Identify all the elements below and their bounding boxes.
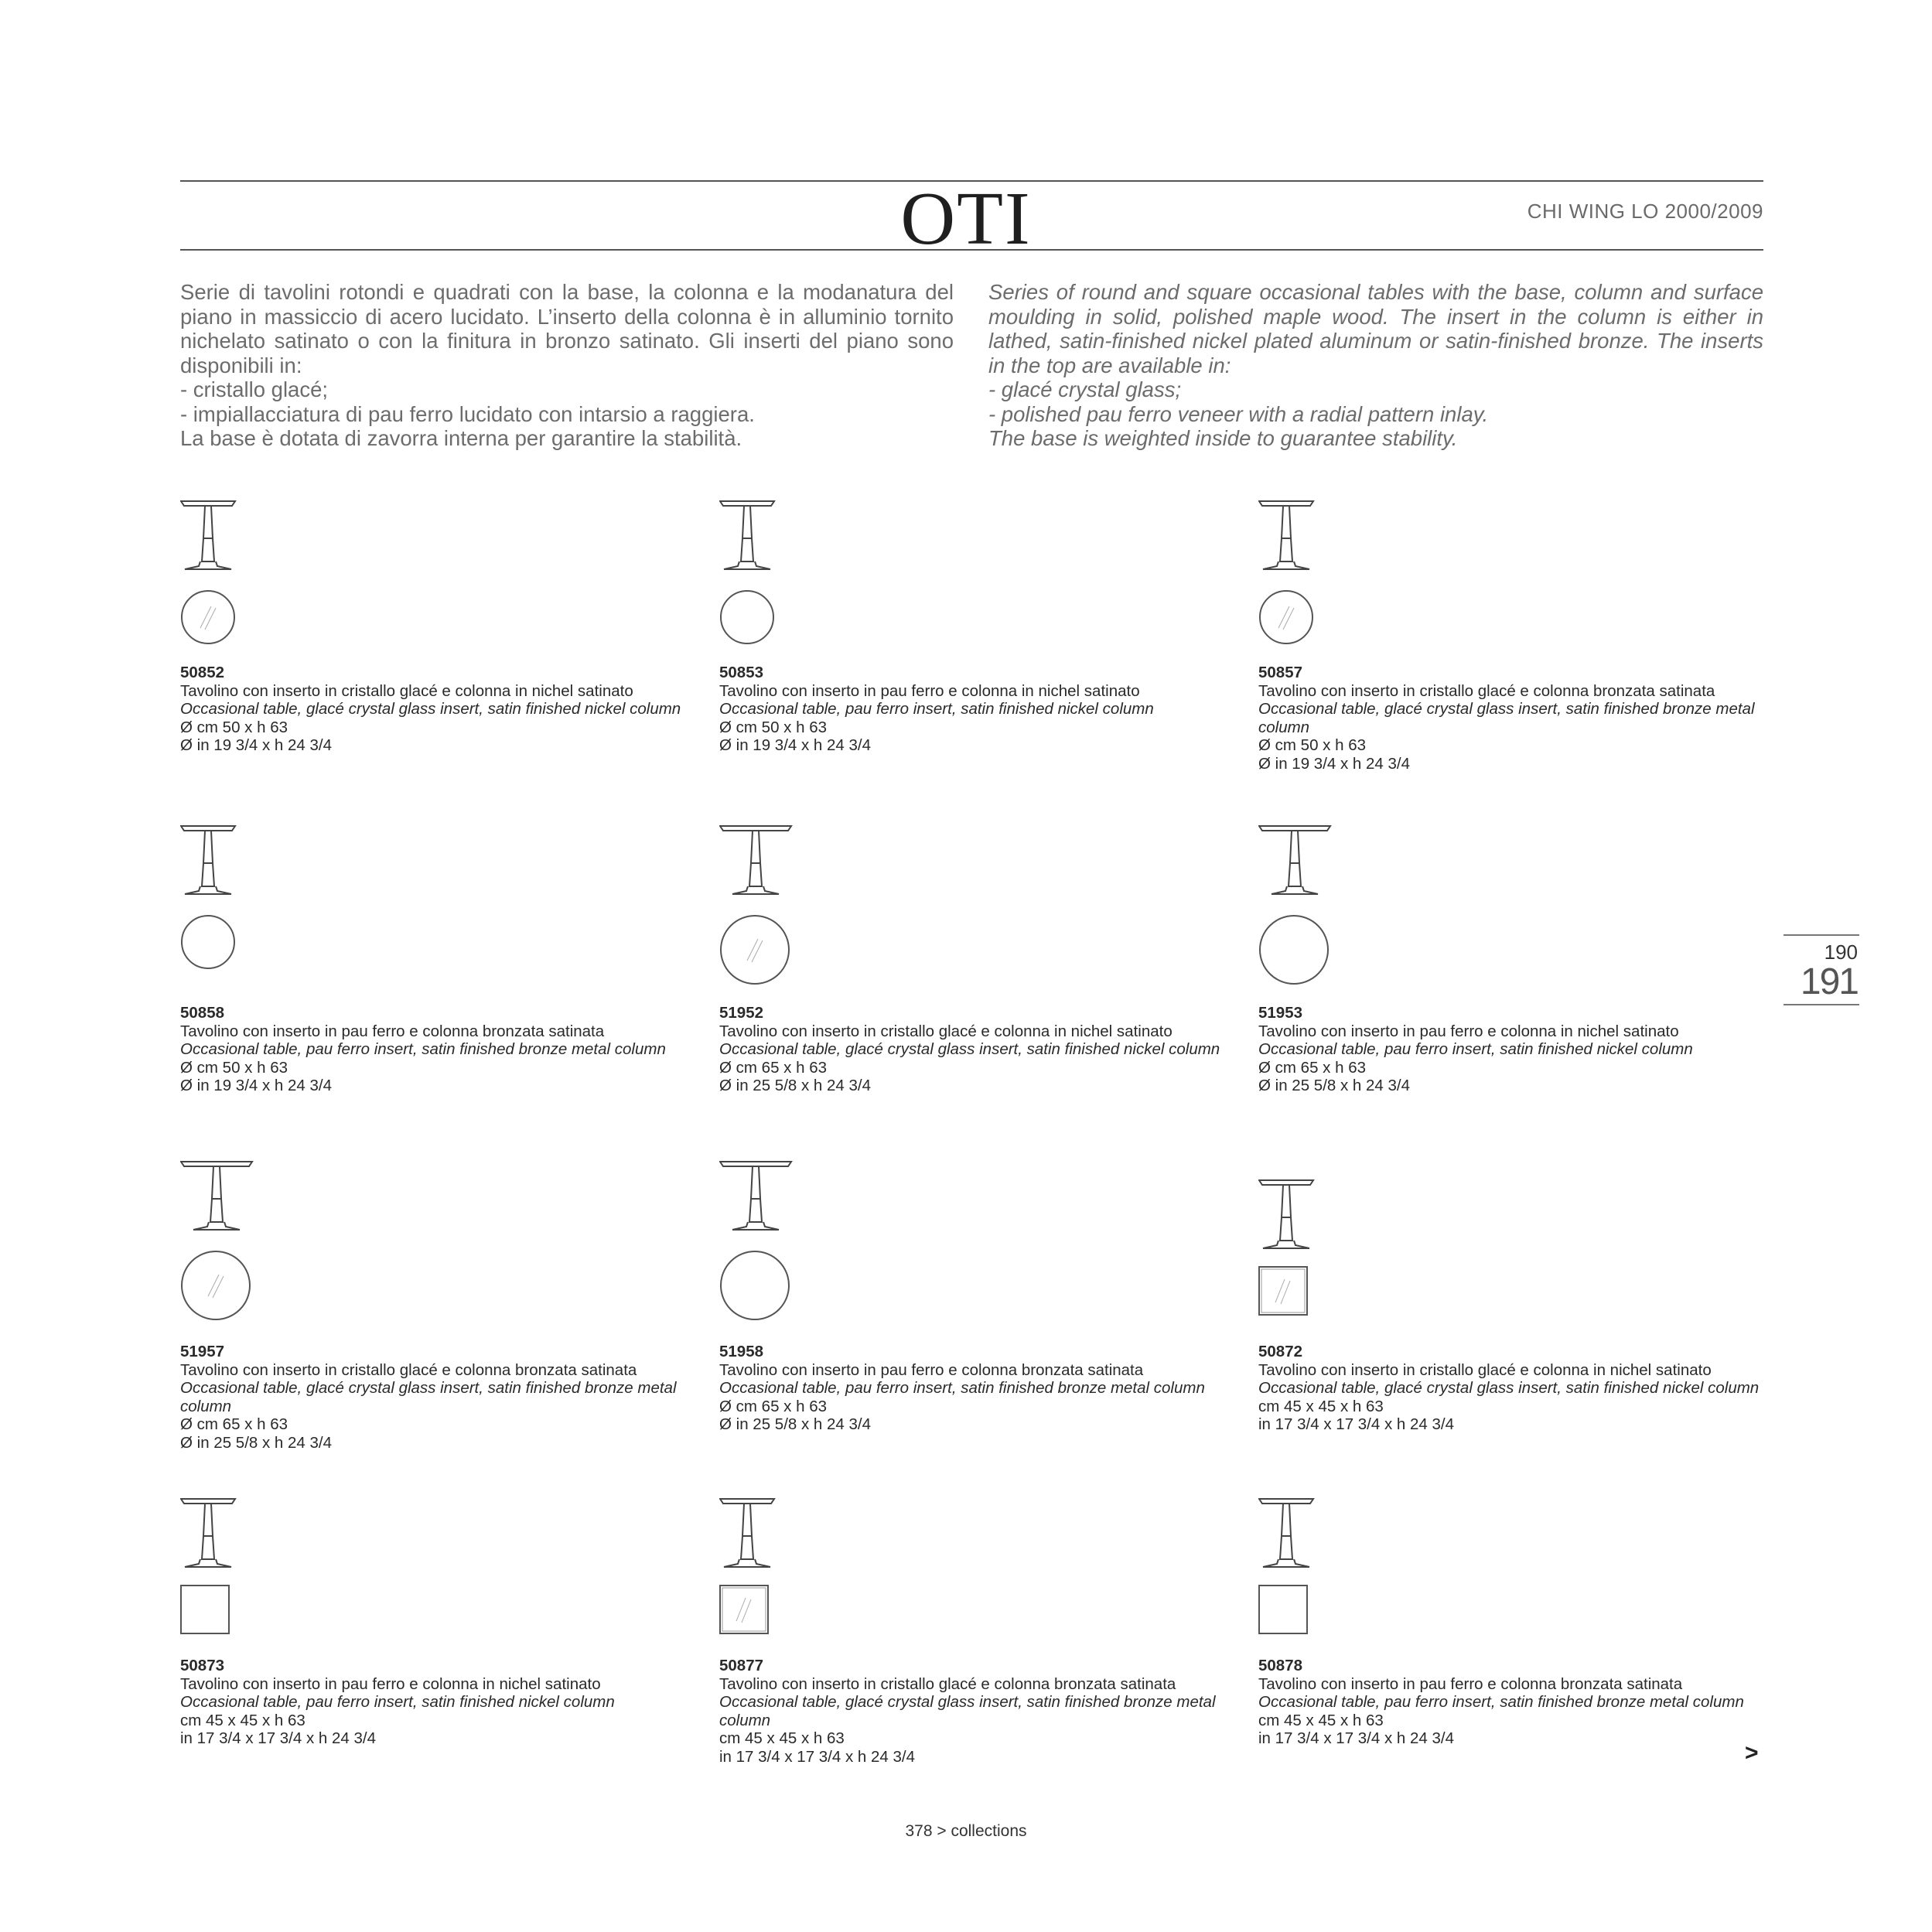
product-description-it: Tavolino con inserto in pau ferro e colonna bronzata satinata	[180, 1022, 605, 1040]
product-drawing	[180, 1160, 265, 1346]
elevation-view	[720, 501, 774, 569]
product-info	[1258, 1343, 1763, 1434]
page-tab-rule	[1784, 934, 1859, 936]
intro-en-item: - polished pau ferro veneer with a radial pattern inlay.	[988, 401, 1489, 426]
product-dimensions-cm: Ø cm 50 x h 63	[180, 718, 288, 736]
product-description-it: Tavolino con inserto in cristallo glacé e colonna bronzata satinata	[180, 1360, 637, 1379]
product-code: 50852	[180, 664, 225, 681]
intro-english	[988, 280, 1763, 451]
glass-hatch-icon	[1275, 1279, 1290, 1304]
intro-en-note: The base is weighted inside to guarantee stability.	[988, 426, 1458, 450]
product-description-en: Occasional table, pau ferro insert, satin finished nickel column	[1258, 1040, 1693, 1058]
product-drawing-wrapper	[719, 824, 804, 1014]
product-description-it: Tavolino con inserto in cristallo glacé e colonna bronzata satinata	[1258, 681, 1715, 700]
intro-it-item: - cristallo glacé;	[180, 377, 329, 401]
glass-hatch-icon	[208, 1275, 224, 1298]
product-description-en: Occasional table, pau ferro insert, satin finished nickel column	[180, 1693, 615, 1711]
product-description-it: Tavolino con inserto in cristallo glacé e colonna bronzata satinata	[719, 1674, 1176, 1693]
product-description-it: Tavolino con inserto in cristallo glacé e colonna in nichel satinato	[180, 681, 633, 700]
product-drawing	[180, 500, 265, 685]
product-description-en: Occasional table, pau ferro insert, satin finished bronze metal column	[180, 1040, 666, 1058]
elevation-view	[181, 1162, 252, 1230]
product-dimensions-in: in 17 3/4 x 17 3/4 x h 24 3/4	[1258, 1415, 1455, 1433]
product-description-it: Tavolino con inserto in cristallo glacé e colonna in nichel satinato	[1258, 1360, 1712, 1379]
intro-it-paragraph: Serie di tavolini rotondi e quadrati con la base, la colonna e la modanatura del piano in massiccio di acero lucidato. L’inserto della colonna è in alluminio tornito nichelato satinato o con la finitura in bronzo satinato. Gli inserti del piano sono disponibili in:	[180, 280, 954, 377]
product-drawing-wrapper	[1258, 1179, 1343, 1368]
round-top-plan	[721, 916, 789, 984]
product-dimensions-in: Ø in 25 5/8 x h 24 3/4	[1258, 1077, 1411, 1094]
product-drawing	[719, 1497, 804, 1683]
product-info	[719, 664, 1222, 755]
product-dimensions-in: Ø in 25 5/8 x h 24 3/4	[719, 1415, 872, 1433]
product-code: 50872	[1258, 1343, 1303, 1360]
product-drawing-wrapper	[180, 500, 265, 689]
intro-italian	[180, 280, 954, 451]
product-info	[180, 1004, 683, 1095]
product-description-it: Tavolino con inserto in pau ferro e colonna in nichel satinato	[719, 681, 1140, 700]
product-drawing-wrapper	[1258, 824, 1343, 1014]
product-dimensions-in: Ø in 25 5/8 x h 24 3/4	[180, 1433, 333, 1452]
product-dimensions-in: Ø in 19 3/4 x h 24 3/4	[180, 1077, 333, 1094]
designer-credit: CHI WING LO 2000/2009	[1527, 200, 1763, 223]
product-drawing-wrapper	[719, 1160, 804, 1350]
product-drawing	[719, 824, 804, 1010]
product-drawing	[1258, 1497, 1343, 1683]
product-dimensions-cm: Ø cm 50 x h 63	[719, 718, 828, 736]
page-footer: 378 > collections	[905, 1822, 1027, 1840]
intro-it-item: - impiallacciatura di pau ferro lucidato con intarsio a raggiera.	[180, 401, 755, 426]
product-description-en: Occasional table, glacé crystal glass insert, satin finished nickel column	[1258, 1379, 1760, 1397]
round-top-plan	[182, 591, 234, 643]
product-dimensions-cm: cm 45 x 45 x h 63	[1258, 1397, 1384, 1415]
product-drawing	[1258, 500, 1343, 685]
page-number-left: 190	[1824, 940, 1858, 964]
product-drawing	[180, 1497, 265, 1683]
product-code: 50853	[719, 664, 764, 681]
elevation-view	[1259, 1180, 1313, 1248]
round-top-plan	[182, 1251, 250, 1319]
elevation-view	[181, 1499, 235, 1567]
product-info	[1258, 664, 1763, 773]
intro-en-item: - glacé crystal glass;	[988, 377, 1182, 401]
product-code: 51952	[719, 1004, 764, 1022]
round-top-plan	[1260, 591, 1312, 643]
product-description-en: Occasional table, glacé crystal glass insert, satin finished nickel column	[180, 700, 681, 718]
product-info	[1258, 1657, 1763, 1748]
product-dimensions-cm: Ø cm 65 x h 63	[1258, 1058, 1367, 1077]
product-description-it: Tavolino con inserto in pau ferro e colonna bronzata satinata	[1258, 1674, 1683, 1693]
elevation-view	[720, 826, 791, 894]
elevation-view	[1259, 501, 1313, 569]
product-dimensions-in: in 17 3/4 x 17 3/4 x h 24 3/4	[1258, 1729, 1455, 1747]
product-description-en: Occasional table, pau ferro insert, satin finished bronze metal column	[719, 1379, 1205, 1397]
glass-hatch-icon	[736, 1598, 751, 1623]
product-dimensions-in: in 17 3/4 x 17 3/4 x h 24 3/4	[180, 1729, 377, 1747]
product-code: 50873	[180, 1657, 225, 1674]
product-info	[1258, 1004, 1763, 1095]
product-dimensions-in: Ø in 19 3/4 x h 24 3/4	[1258, 754, 1411, 773]
product-dimensions-in: Ø in 19 3/4 x h 24 3/4	[719, 736, 872, 754]
product-dimensions-cm: Ø cm 65 x h 63	[719, 1058, 828, 1077]
intro-en-paragraph: Series of round and square occasional tables with the base, column and surface moulding in solid, polished maple wood. The insert in the column is either in lathed, satin-finished nickel plated aluminum or satin-finished bronze. The inserts in the top are available in:	[988, 280, 1763, 377]
product-code: 50857	[1258, 664, 1303, 681]
page-number-right: 191	[1800, 961, 1858, 1002]
product-drawing	[719, 500, 804, 685]
product-code: 50877	[719, 1657, 764, 1674]
product-drawing-wrapper	[180, 1160, 265, 1350]
elevation-view	[720, 1162, 791, 1230]
product-description-it: Tavolino con inserto in cristallo glacé e colonna in nichel satinato	[719, 1022, 1173, 1040]
glass-hatch-icon	[747, 939, 763, 962]
glass-hatch-icon	[200, 606, 216, 630]
product-info	[180, 1657, 683, 1748]
page-title: OTI	[900, 177, 1032, 261]
product-dimensions-cm: cm 45 x 45 x h 63	[1258, 1711, 1384, 1729]
square-top-plan	[1259, 1586, 1307, 1633]
next-page-arrow[interactable]: >	[1745, 1740, 1759, 1766]
elevation-view	[720, 1499, 774, 1567]
glass-hatch-icon	[1278, 606, 1294, 630]
elevation-view	[1259, 1499, 1313, 1567]
round-top-plan	[721, 591, 773, 643]
square-top-plan	[720, 1586, 768, 1633]
product-drawing-wrapper	[1258, 500, 1343, 689]
product-drawing	[180, 824, 265, 1010]
product-info	[719, 1343, 1222, 1434]
product-description-en: Occasional table, glacé crystal glass insert, satin finished bronze metal column	[719, 1693, 1216, 1729]
product-info	[180, 664, 683, 755]
elevation-view	[181, 826, 235, 894]
round-top-plan	[182, 916, 234, 968]
page-tab-rule	[1784, 1004, 1859, 1005]
product-description-en: Occasional table, glacé crystal glass insert, satin finished nickel column	[719, 1040, 1220, 1058]
product-dimensions-cm: Ø cm 65 x h 63	[719, 1397, 828, 1415]
round-top-plan	[721, 1251, 789, 1319]
product-code: 51958	[719, 1343, 764, 1360]
product-drawing-wrapper	[719, 500, 804, 689]
square-top-plan	[181, 1586, 229, 1633]
product-dimensions-in: Ø in 25 5/8 x h 24 3/4	[719, 1077, 872, 1094]
product-description-en: Occasional table, pau ferro insert, satin finished bronze metal column	[1258, 1693, 1744, 1711]
product-dimensions-in: Ø in 19 3/4 x h 24 3/4	[180, 736, 333, 754]
product-dimensions-cm: Ø cm 50 x h 63	[180, 1058, 288, 1077]
product-drawing	[719, 1160, 804, 1346]
product-drawing-wrapper	[180, 824, 265, 1014]
intro-it-note: La base è dotata di zavorra interna per garantire la stabilità.	[180, 426, 742, 450]
product-description-it: Tavolino con inserto in pau ferro e colonna in nichel satinato	[180, 1674, 601, 1693]
product-dimensions-in: in 17 3/4 x 17 3/4 x h 24 3/4	[719, 1747, 916, 1766]
product-description-it: Tavolino con inserto in pau ferro e colonna in nichel satinato	[1258, 1022, 1679, 1040]
product-drawing	[1258, 1179, 1343, 1364]
product-info	[719, 1657, 1222, 1766]
product-dimensions-cm: Ø cm 50 x h 63	[1258, 736, 1367, 754]
product-dimensions-cm: cm 45 x 45 x h 63	[180, 1711, 306, 1729]
product-code: 51953	[1258, 1004, 1303, 1022]
elevation-view	[181, 501, 235, 569]
square-top-plan	[1259, 1267, 1307, 1315]
product-description-it: Tavolino con inserto in pau ferro e colonna bronzata satinata	[719, 1360, 1144, 1379]
elevation-view	[1259, 826, 1330, 894]
header-bottom-rule	[180, 249, 1763, 251]
product-description-en: Occasional table, glacé crystal glass insert, satin finished bronze metal column	[180, 1379, 677, 1415]
product-info	[719, 1004, 1222, 1095]
round-top-plan	[1260, 916, 1328, 984]
product-dimensions-cm: cm 45 x 45 x h 63	[719, 1729, 845, 1747]
product-description-en: Occasional table, pau ferro insert, satin finished nickel column	[719, 700, 1154, 718]
product-code: 51957	[180, 1343, 225, 1360]
product-code: 50858	[180, 1004, 225, 1022]
product-dimensions-cm: Ø cm 65 x h 63	[180, 1415, 288, 1433]
product-drawing	[1258, 824, 1343, 1010]
product-code: 50878	[1258, 1657, 1303, 1674]
product-info	[180, 1343, 683, 1452]
product-description-en: Occasional table, glacé crystal glass insert, satin finished bronze metal column	[1258, 700, 1755, 736]
